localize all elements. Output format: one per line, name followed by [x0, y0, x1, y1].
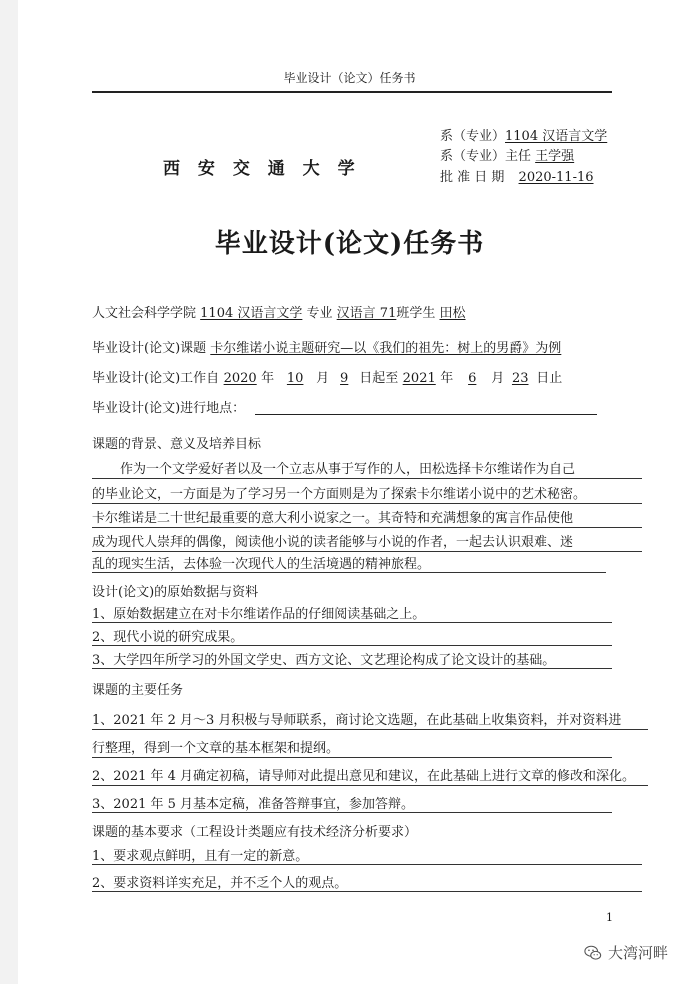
approval-date-value: 2020-11-16 — [518, 170, 594, 185]
background-rule-1 — [92, 478, 642, 479]
start-year: 2020 — [223, 371, 257, 386]
requirement-rule-1 — [92, 864, 642, 865]
dept-director-label: 系（专业）主任 — [440, 149, 532, 164]
student-info-row — [92, 306, 476, 322]
requirement-item-2: 2、要求资料详实充足，并不乏个人的观点。 — [92, 876, 348, 891]
topic-value: 卡尔维诺小说主题研究—以《我们的祖先：树上的男爵》为例 — [210, 341, 562, 356]
tasks-heading: 课题的主要任务 — [92, 683, 184, 698]
background-line-4: 成为现代人崇拜的偶像，阅读他小说的读者能够与小说的作者，一起去认识艰难、迷 — [92, 535, 574, 550]
start-year-unit: 年 — [261, 371, 275, 386]
dept-director-row — [440, 149, 597, 165]
start-day: 9 — [340, 371, 349, 386]
dept-major-row — [440, 129, 607, 145]
location-field — [255, 414, 597, 415]
watermark-text: 大湾河畔 — [608, 944, 669, 962]
schedule-mid: 日起至 — [359, 371, 399, 386]
header-rule — [92, 91, 612, 93]
data-rule-1 — [92, 622, 612, 623]
schedule-end: 日止 — [536, 371, 563, 386]
page-number: 1 — [606, 911, 613, 924]
data-rule-2 — [92, 645, 612, 646]
end-day: 23 — [511, 371, 529, 386]
data-item-3: 3、大学四年所学习的外国文学史、西方文论、文艺理论构成了论文设计的基础。 — [92, 653, 556, 668]
wechat-icon — [584, 944, 602, 962]
data-rule-3 — [92, 668, 612, 669]
task-line-3: 2、2021 年 4 月确定初稿，请导师对此提出意见和建议，在此基础上进行文章的修改和深化。 — [92, 769, 636, 784]
end-year: 2021 — [402, 371, 436, 386]
end-month: 6 — [468, 371, 477, 386]
student-major: 1104 汉语言文学 — [200, 306, 303, 321]
dept-major-label: 系（专业） — [440, 129, 506, 144]
task-line-2: 行整理，得到一个文章的基本框架和提纲。 — [92, 741, 340, 756]
task-rule-3 — [92, 785, 648, 786]
class-name: 汉语言 71 — [336, 306, 397, 321]
requirement-item-1: 1、要求观点鲜明，且有一定的新意。 — [92, 849, 309, 864]
task-line-4: 3、2021 年 5 月基本定稿，准备答辩事宜，参加答辩。 — [92, 797, 415, 812]
data-item-1: 1、原始数据建立在对卡尔维诺作品的仔细阅读基础之上。 — [92, 607, 426, 622]
major-label: 专业 — [306, 306, 333, 321]
watermark — [584, 942, 668, 963]
requirements-heading: 课题的基本要求（工程设计类题应有技术经济分析要求） — [92, 825, 418, 840]
background-heading: 课题的背景、意义及培养目标 — [92, 437, 262, 452]
approval-date-label: 批 准 日 期 — [440, 170, 505, 185]
approval-date-row — [440, 170, 597, 186]
background-line-5: 乱的现实生活，去体验一次现代人的生活境遇的精神旅程。 — [92, 557, 431, 572]
page-margin — [0, 0, 18, 984]
background-rule-3 — [92, 527, 642, 528]
task-rule-2 — [92, 757, 612, 758]
schedule-row — [92, 371, 562, 387]
end-year-unit: 年 — [440, 371, 454, 386]
dept-director-value: 王学强 — [535, 149, 575, 164]
task-rule-4 — [92, 812, 612, 813]
topic-label: 毕业设计(论文)课题 — [92, 341, 207, 356]
background-line-1: 作为一个文学爱好者以及一个立志从事于写作的人，田松选择卡尔维诺作为自己 — [120, 462, 576, 477]
topic-row — [92, 341, 561, 357]
task-rule-1 — [92, 729, 648, 730]
data-item-2: 2、现代小说的研究成果。 — [92, 630, 244, 645]
student-name: 田松 — [439, 306, 466, 321]
data-heading: 设计(论文)的原始数据与资料 — [92, 585, 259, 600]
start-month: 10 — [286, 371, 304, 386]
university-name: 西 安 交 通 大 学 — [163, 159, 361, 179]
background-line-2: 的毕业论文，一方面是为了学习另一个方面则是为了探索卡尔维诺小说中的艺术秘密。 — [92, 487, 587, 502]
background-rule-2 — [92, 503, 642, 504]
end-month-unit: 月 — [491, 371, 505, 386]
dept-major-value: 1104 汉语言文学 — [505, 129, 608, 144]
running-header: 毕业设计（论文）任务书 — [283, 71, 416, 85]
document-title: 毕业设计(论文)任务书 — [214, 229, 485, 259]
background-line-3: 卡尔维诺是二十世纪最重要的意大利小说家之一。其奇特和充满想象的寓言作品使他 — [92, 511, 574, 526]
college-name: 人文社会科学学院 — [92, 306, 197, 321]
class-label: 班学生 — [396, 306, 436, 321]
task-line-1: 1、2021 年 2 月～3 月积极与导师联系，商讨论文选题，在此基础上收集资料，并对资料进 — [92, 713, 622, 728]
location-label: 毕业设计(论文)进行地点： — [92, 401, 246, 416]
background-rule-5 — [92, 572, 606, 573]
start-month-unit: 月 — [316, 371, 330, 386]
schedule-label: 毕业设计(论文)工作自 — [92, 371, 220, 386]
background-rule-4 — [92, 551, 642, 552]
requirement-rule-2 — [92, 891, 642, 892]
